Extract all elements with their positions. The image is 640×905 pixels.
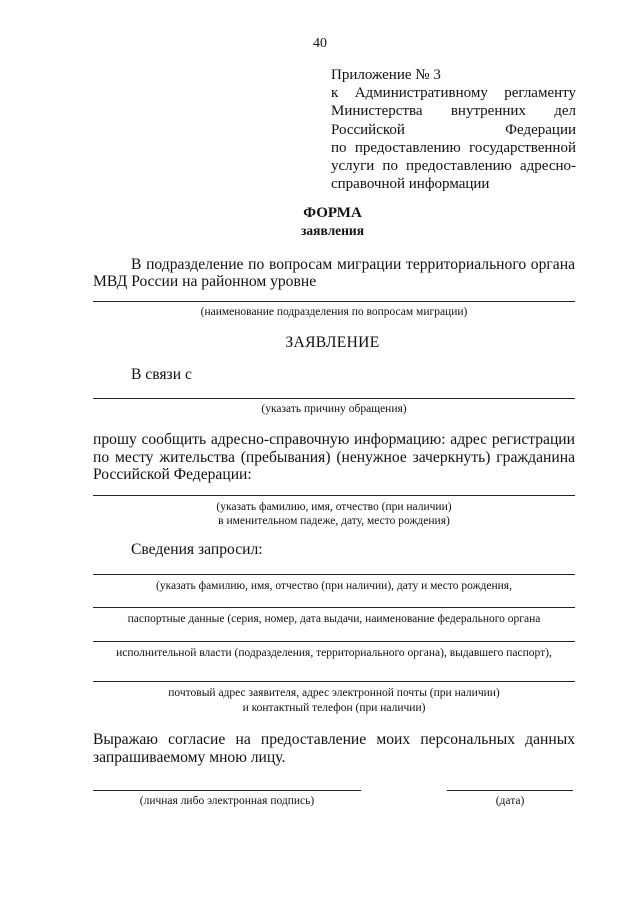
form-subtitle: заявления <box>300 223 365 238</box>
appendix-line: услуги по предоставлению адресно- <box>331 158 576 175</box>
addressee-line <box>93 301 575 302</box>
requester-caption-4-line2: и контактный телефон (при наличии) <box>242 702 426 714</box>
date-line <box>447 790 573 791</box>
requester-line-3 <box>93 641 575 642</box>
page-number: 40 <box>313 36 327 51</box>
statement-heading: ЗАЯВЛЕНИЕ <box>285 334 380 351</box>
appendix-line: к Административному регламенту <box>331 85 576 102</box>
requester-caption-2: паспортные данные (серия, номер, дата выдачи, наименование федерального органа <box>127 613 541 625</box>
reason-line <box>93 398 575 399</box>
appendix-line: справочной информации <box>331 176 490 193</box>
requester-caption-3: исполнительной власти (подразделения, территориального органа), выдавшего паспорт), <box>116 647 552 659</box>
addressee-text: В подразделение по вопросам миграции территориального органа МВД России на районном уровне <box>93 256 575 290</box>
addressee-caption: (наименование подразделения по вопросам миграции) <box>200 306 468 318</box>
requester-caption-1: (указать фамилию, имя, отчество (при наличии), дату и место рождения, <box>156 580 512 592</box>
requester-line-2 <box>93 607 575 608</box>
requester-label: Сведения запросил: <box>131 541 263 558</box>
person-caption-line2: в именительном падеже, дату, место рождения) <box>218 515 450 527</box>
form-title: ФОРМА <box>303 205 362 221</box>
appendix-line: Российской Федерации <box>331 121 576 138</box>
requester-line-1 <box>93 574 575 575</box>
requester-line-4 <box>93 681 575 682</box>
reason-label: В связи с <box>131 366 192 383</box>
requester-caption-4-line1: почтовый адрес заявителя, адрес электронной почты (при наличии) <box>168 687 500 699</box>
appendix-line: по предоставлению государственной <box>331 139 576 156</box>
person-line <box>93 495 575 496</box>
request-text: прошу сообщить адресно-справочную информацию: адрес регистрации по месту жительства (пребывания) (ненужное зачеркнуть) гражданина Российской Федерации: <box>93 431 575 483</box>
appendix-line: Министерства внутренних дел <box>331 103 576 120</box>
appendix-block <box>331 66 576 193</box>
consent-text: Выражаю согласие на предоставление моих персональных данных запрашиваемому мною лицу. <box>93 731 575 766</box>
signature-caption: (личная либо электронная подпись) <box>139 795 315 807</box>
appendix-line: Приложение № 3 <box>331 67 441 83</box>
person-caption-line1: (указать фамилию, имя, отчество (при наличии) <box>216 501 452 513</box>
signature-line <box>93 790 361 791</box>
reason-caption: (указать причину обращения) <box>261 403 407 415</box>
date-caption: (дата) <box>495 795 525 807</box>
